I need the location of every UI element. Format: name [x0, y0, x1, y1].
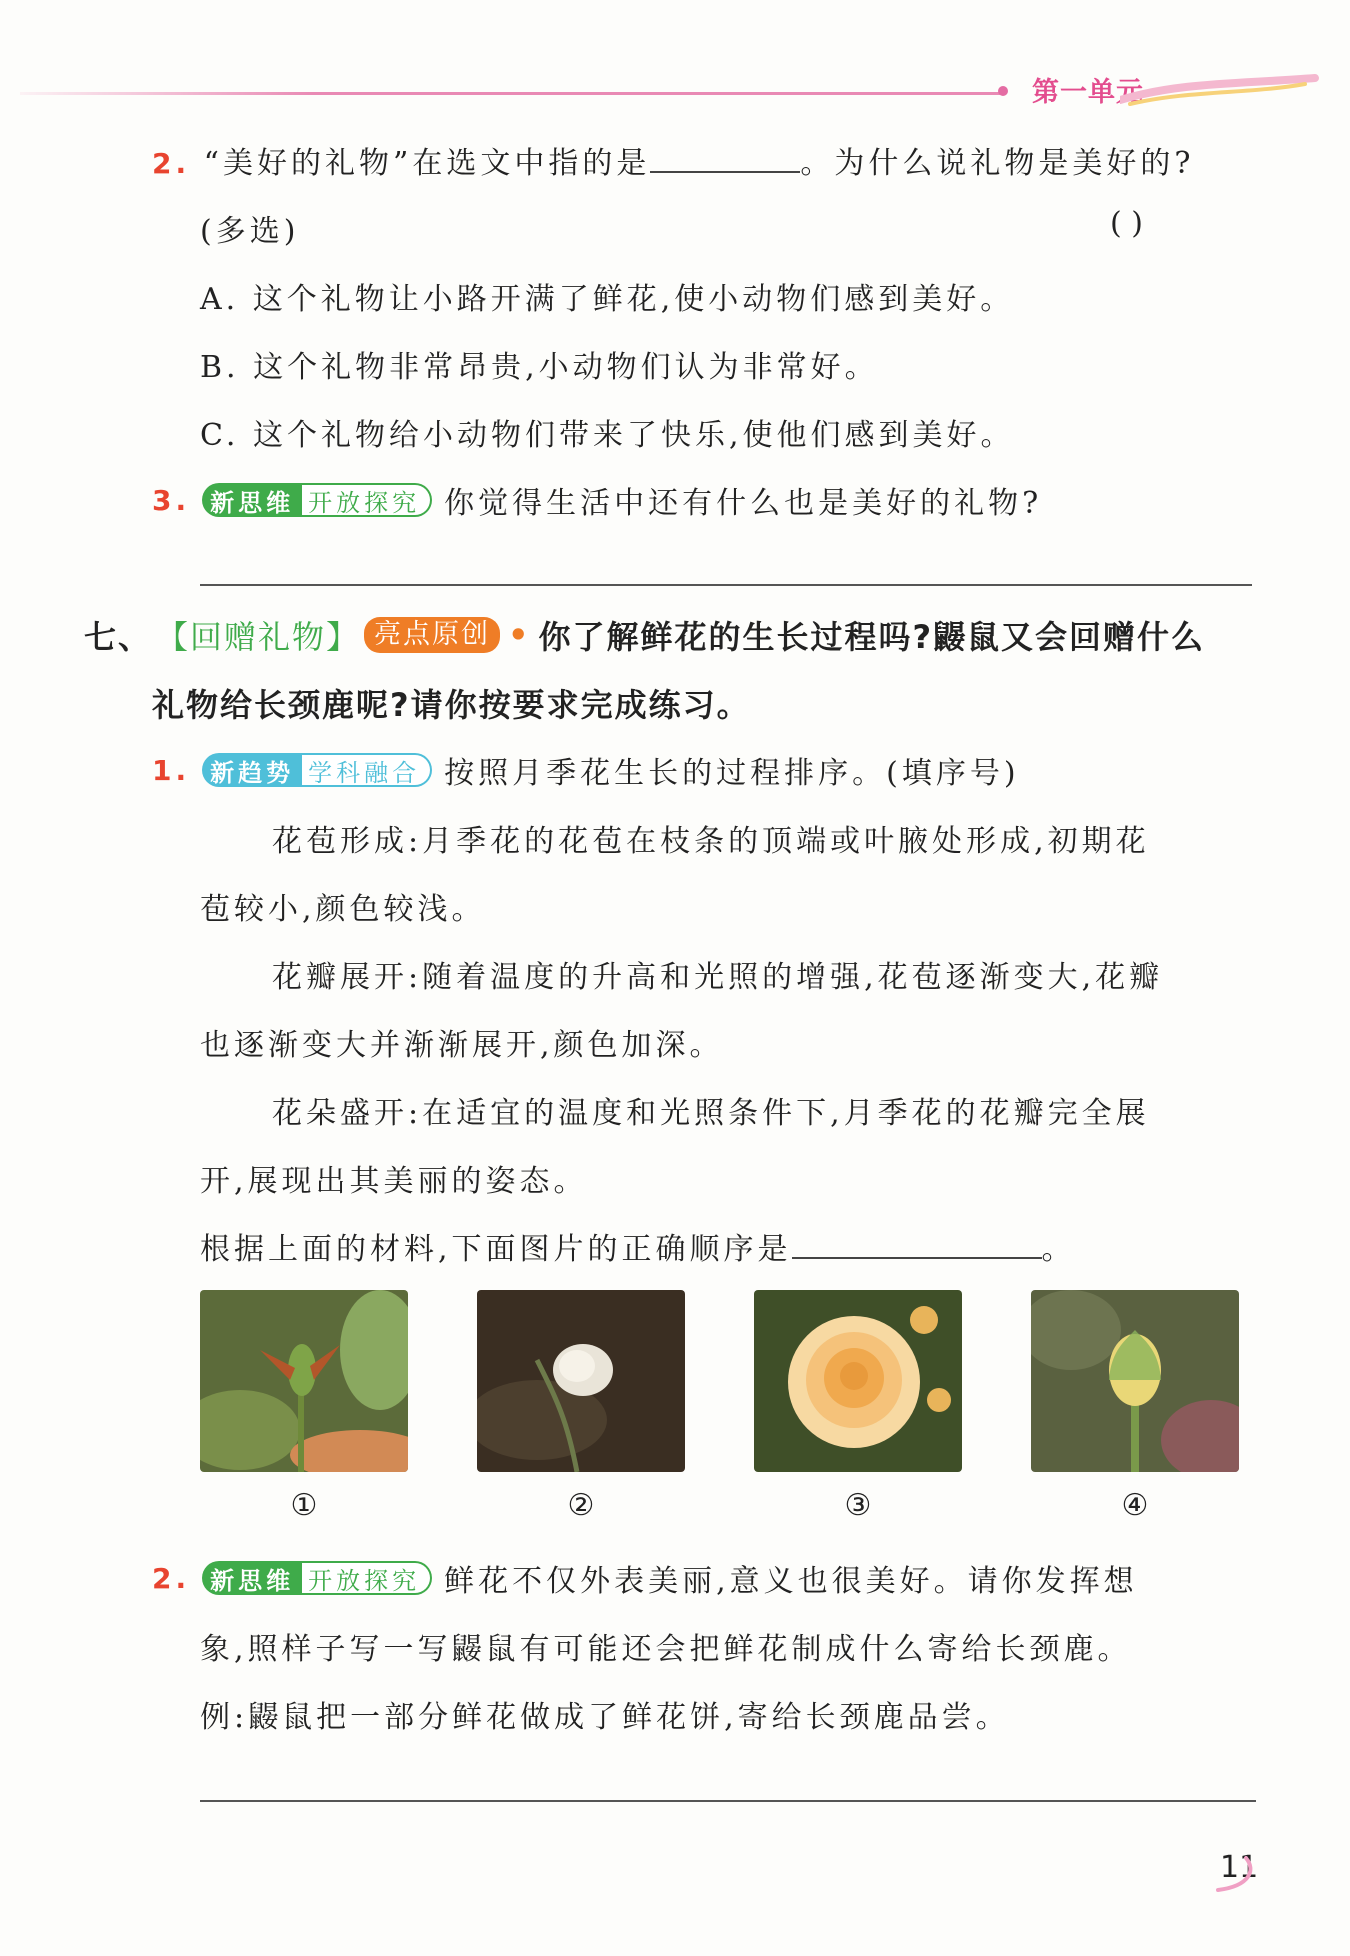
s1-para1-line1: 花苞形成:月季花的花苞在枝条的顶端或叶腋处形成,初期花	[272, 824, 1150, 859]
s1-badge	[202, 753, 432, 787]
q3-line	[152, 478, 1042, 522]
s2-example: 例:鼹鼠把一部分鲜花做成了鲜花饼,寄给长颈鹿品尝。	[200, 1700, 1010, 1735]
q3-number: 3.	[152, 483, 191, 517]
q3-text: 你觉得生活中还有什么也是美好的礼物?	[444, 486, 1043, 521]
s1-para3-line2: 开,展现出其美丽的姿态。	[200, 1164, 588, 1199]
s1-number: 1.	[152, 753, 191, 787]
q3-badge	[202, 483, 432, 517]
rose-photo-4	[1031, 1290, 1239, 1472]
section7-intro-2: 礼物给长颈鹿呢?请你按要求完成练习。	[152, 686, 751, 724]
section7-highlight-badge: 亮点原创	[364, 617, 500, 653]
section7-number: 七、	[84, 618, 153, 656]
rose-photo-3	[754, 1290, 962, 1472]
s2-badge-main: 新思维	[202, 1561, 302, 1595]
rose-photo-2	[477, 1290, 685, 1472]
s1-order-line	[200, 1224, 1076, 1268]
caption-1: ①	[290, 1488, 318, 1523]
s1-badge-sub: 学科融合	[302, 753, 432, 787]
caption-3: ③	[844, 1488, 872, 1523]
q2-text-before: “美好的礼物”在选文中指的是	[203, 146, 651, 181]
unit-title: 第一单元	[1032, 77, 1144, 108]
header-swoosh-icon	[1120, 72, 1320, 112]
s1-badge-main: 新趋势	[202, 753, 302, 787]
header-dot	[998, 86, 1008, 96]
s2-line2: 象,照样子写一写鼹鼠有可能还会把鲜花制成什么寄给长颈鹿。	[200, 1632, 1132, 1667]
q2-line	[152, 138, 1194, 182]
header-rule	[20, 92, 1000, 95]
q3-badge-main: 新思维	[202, 483, 302, 517]
s2-badge-sub: 开放探究	[302, 1561, 432, 1595]
page-number: 11	[1220, 1850, 1259, 1885]
q2-option-b: B. 这个礼物非常昂贵,小动物们认为非常好。	[200, 350, 879, 385]
s1-para3-line1: 花朵盛开:在适宜的温度和光照条件下,月季花的花瓣完全展	[272, 1096, 1150, 1131]
section7-line1	[84, 612, 1205, 658]
caption-4: ④	[1121, 1488, 1149, 1523]
s2-line	[152, 1556, 1138, 1600]
q2-number: 2.	[152, 147, 191, 180]
section7-dot-icon: •	[508, 616, 531, 654]
q3-badge-sub: 开放探究	[302, 483, 432, 517]
q2-answer-paren[interactable]: ( )	[1110, 206, 1143, 241]
s1-para2-line2: 也逐渐变大并渐渐展开,颜色加深。	[200, 1028, 724, 1063]
s1-order-text: 根据上面的材料,下面图片的正确顺序是	[200, 1232, 792, 1267]
s1-line	[152, 748, 1020, 792]
q3-answer-line[interactable]	[200, 584, 1252, 586]
s2-number: 2.	[152, 1561, 191, 1595]
s2-line1: 鲜花不仅外表美丽,意义也很美好。请你发挥想	[444, 1564, 1138, 1599]
s1-para1-line2: 苞较小,颜色较浅。	[200, 892, 486, 927]
q2-option-a: A. 这个礼物让小路开满了鲜花,使小动物们感到美好。	[200, 282, 1015, 317]
s1-para2-line1: 花瓣展开:随着温度的升高和光照的增强,花苞逐渐变大,花瓣	[272, 960, 1164, 995]
s1-order-blank[interactable]	[792, 1229, 1042, 1259]
q2-answer-blank[interactable]	[650, 143, 800, 173]
s1-text: 按照月季花生长的过程排序。(填序号)	[444, 756, 1020, 791]
page-number-swoosh-icon	[1210, 1856, 1260, 1896]
caption-2: ②	[567, 1488, 595, 1523]
s2-answer-line[interactable]	[200, 1800, 1256, 1802]
s1-order-end: 。	[1041, 1232, 1076, 1267]
q2-note: (多选)	[200, 214, 300, 249]
q2-option-c: C. 这个礼物给小动物们带来了快乐,使他们感到美好。	[200, 418, 1015, 453]
s2-badge	[202, 1561, 432, 1595]
section7-tag: 【回赠礼物】	[156, 618, 361, 656]
section7-intro-1: 你了解鲜花的生长过程吗?鼹鼠又会回赠什么	[538, 618, 1206, 656]
q2-text-after: 。为什么说礼物是美好的?	[800, 146, 1195, 181]
rose-photo-1	[200, 1290, 408, 1472]
